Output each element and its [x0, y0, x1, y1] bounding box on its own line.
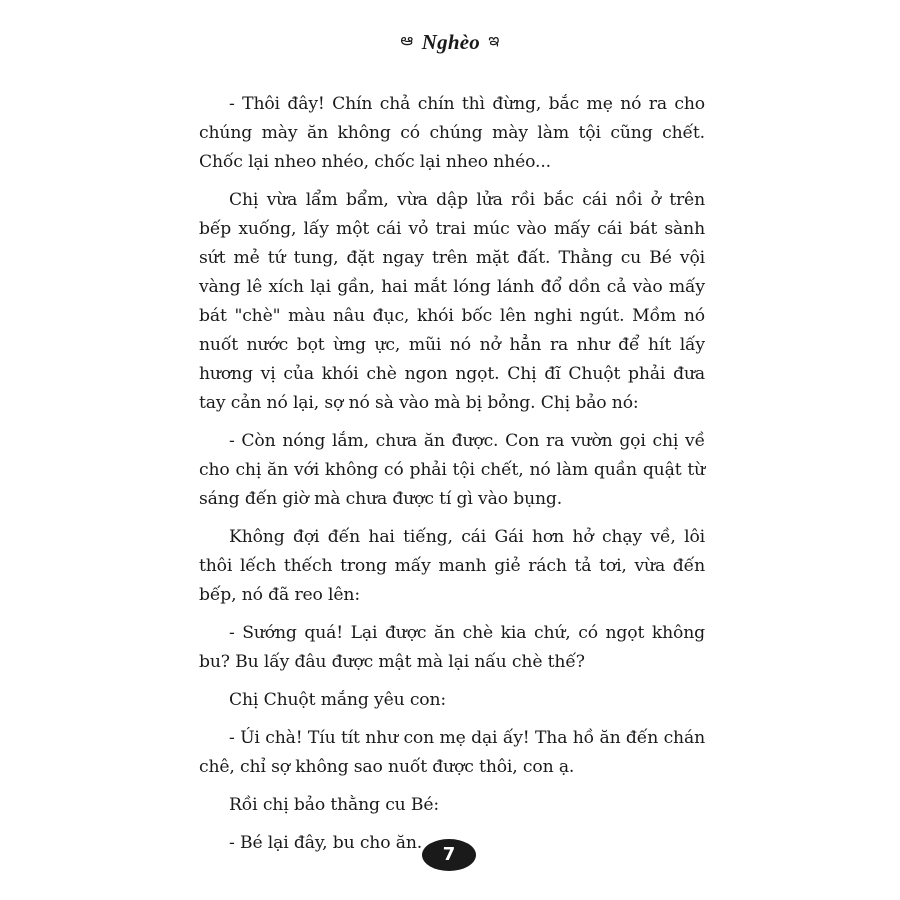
ornament-left-icon: ఆ	[400, 32, 414, 50]
ornament-right-icon: ఇ	[488, 32, 500, 50]
paragraph: Chị Chuột mắng yêu con:	[229, 690, 447, 710]
body-text	[199, 90, 705, 867]
running-header	[0, 30, 900, 55]
paragraph: - Thôi đây! Chín chả chín thì đừng, bắc mẹ nó ra cho chúng mày ăn không có chúng mày làm tội cũng chết. Chốc lại nheo nhéo, chốc lại nheo nhéo...	[199, 94, 705, 172]
chapter-title: Nghèo	[421, 30, 480, 54]
paragraph: - Sướng quá! Lại được ăn chè kia chứ, có ngọt không bu? Bu lấy đâu được mật mà lại nấu chè thế?	[199, 623, 705, 672]
paragraph: - Còn nóng lắm, chưa ăn được. Con ra vườn gọi chị về cho chị ăn với không có phải tội chết, nó làm quần quật từ sáng đến giờ mà chưa được tí gì vào bụng.	[199, 431, 705, 509]
paragraph: - Úi chà! Tíu tít như con mẹ dại ấy! Tha hồ ăn đến chán chê, chỉ sợ không sao nuốt được thôi, con ạ.	[199, 728, 705, 777]
page-number-badge: 7	[422, 839, 476, 871]
paragraph: Rồi chị bảo thằng cu Bé:	[229, 795, 440, 815]
paragraph: Chị vừa lẩm bẩm, vừa dập lửa rồi bắc cái nồi ở trên bếp xuống, lấy một cái vỏ trai múc vào mấy cái bát sành sứt mẻ tứ tung, đặt ngay trên mặt đất. Thằng cu Bé vội vàng lê xích lại gần, hai mắt lóng lánh đổ dồn cả vào mấy bát "chè" màu nâu đục, khói bốc lên nghi ngút. Mồm nó nuốt nước bọt ừng ực, mũi nó nở hẳn ra như để hít lấy hương vị của khói chè ngon ngọt. Chị đĩ Chuột phải đưa tay cản nó lại, sợ nó sà vào mà bị bỏng. Chị bảo nó:	[199, 190, 705, 413]
paragraph: - Bé lại đây, bu cho ăn.	[229, 833, 423, 853]
paragraph: Không đợi đến hai tiếng, cái Gái hơn hở chạy về, lôi thôi lếch thếch trong mấy manh giẻ rách tả tơi, vừa đến bếp, nó đã reo lên:	[199, 527, 705, 605]
